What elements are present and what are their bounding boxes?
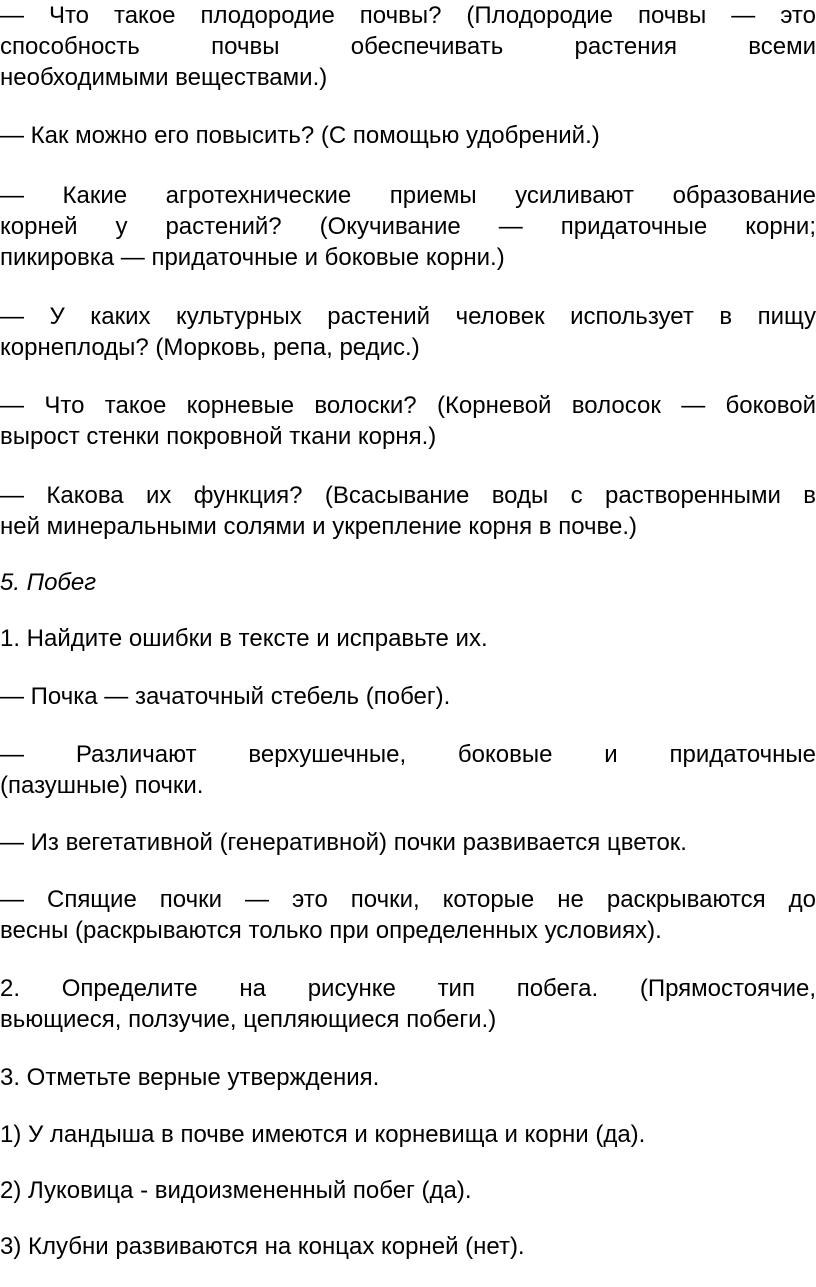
paragraph-root-hairs: [0, 390, 816, 452]
text-line: (пазушные) почки.: [0, 772, 204, 799]
task-2-shoot-type: [0, 973, 816, 1035]
paragraph-flower-bud: [0, 827, 816, 858]
paragraph-root-crops: [0, 301, 816, 363]
section-heading: [0, 567, 816, 598]
text-line: — Из вегетативной (генеративной) почки развивается цветок.: [0, 829, 687, 856]
section-heading-text: 5. Побег: [0, 569, 97, 596]
text-line: 1. Найдите ошибки в тексте и исправьте их.: [0, 625, 488, 652]
text-line: — У каких культурных растений человек использует в пищу: [0, 303, 816, 330]
text-line: — Какова их функция? (Всасывание воды с растворенными в: [0, 482, 816, 509]
statement-1: [0, 1119, 816, 1150]
paragraph-root-hair-function: [0, 480, 816, 542]
paragraph-dormant-buds: [0, 884, 816, 946]
text-line: 2. Определите на рисунке тип побега. (Прямостоячие,: [0, 975, 816, 1002]
paragraph-bud-types: [0, 739, 816, 801]
text-line: — Что такое корневые волоски? (Корневой волосок — боковой: [0, 392, 816, 419]
text-line: 3) Клубни развиваются на концах корней (нет).: [0, 1233, 525, 1260]
text-line: 1) У ландыша в почве имеются и корневища и корни (да).: [0, 1121, 646, 1148]
text-line: 2) Луковица - видоизмененный побег (да).: [0, 1177, 472, 1204]
text-line: вырост стенки покровной ткани корня.): [0, 423, 437, 450]
text-line: — Что такое плодородие почвы? (Плодородие почвы — это: [0, 2, 816, 29]
paragraph-soil-fertility: [0, 0, 816, 93]
text-line: способность почвы обеспечивать растения всеми: [0, 33, 816, 60]
text-line: корней у растений? (Окучивание — придаточные корни;: [0, 213, 816, 240]
text-line: необходимыми веществами.): [0, 64, 328, 91]
text-line: корнеплоды? (Морковь, репа, редис.): [0, 334, 420, 361]
text-line: — Какие агротехнические приемы усиливают образование: [0, 182, 816, 209]
paragraph-agrotechnical-methods: [0, 180, 816, 273]
text-line: — Как можно его повысить? (С помощью удобрений.): [0, 122, 600, 149]
statement-3: [0, 1231, 816, 1262]
task-3-title: [0, 1062, 816, 1093]
paragraph-increase-fertility: [0, 120, 816, 151]
task-1-title: [0, 623, 816, 654]
text-line: 3. Отметьте верные утверждения.: [0, 1064, 380, 1091]
text-line: — Различают верхушечные, боковые и придаточные: [0, 741, 816, 768]
text-line: пикировка — придаточные и боковые корни.): [0, 244, 505, 271]
statement-2: [0, 1175, 816, 1206]
text-line: ней минеральными солями и укрепление корня в почве.): [0, 513, 638, 540]
paragraph-bud-definition: [0, 681, 816, 712]
text-line: весны (раскрываются только при определенных условиях).: [0, 917, 662, 944]
text-line: вьющиеся, ползучие, цепляющиеся побеги.): [0, 1006, 497, 1033]
text-line: — Почка — зачаточный стебель (побег).: [0, 683, 451, 710]
text-line: — Спящие почки — это почки, которые не раскрываются до: [0, 886, 816, 913]
